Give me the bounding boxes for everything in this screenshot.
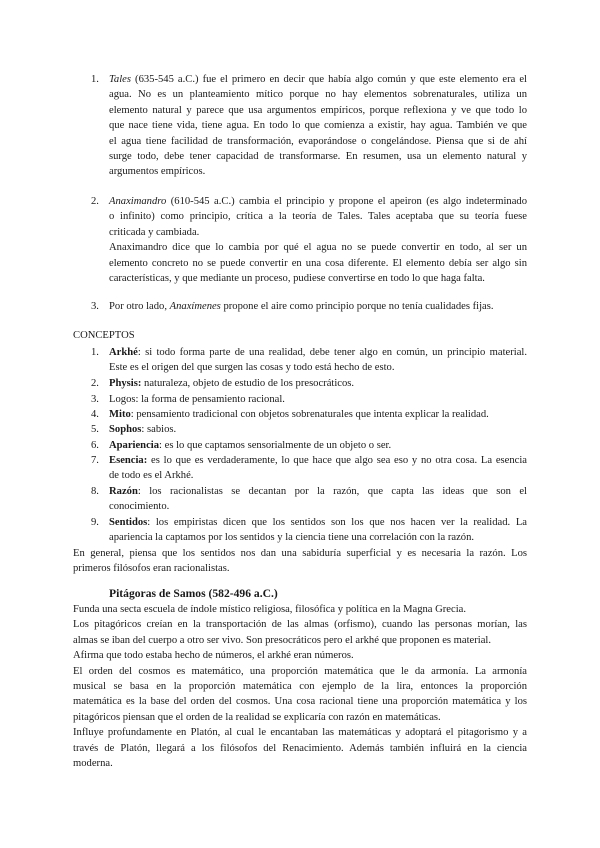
text-line: Funda una secta escuela de índole místico religiosa, filosófica y política en la Magna Grecia.: [73, 604, 467, 615]
general-paragraph: [73, 546, 527, 577]
concept-number: 9.: [91, 517, 99, 528]
text-line: pitagóricos piensan que el orden de la realidad se explicaría con razón en matemáticas.: [73, 711, 441, 723]
section-title-conceptos: CONCEPTOS: [73, 330, 135, 341]
concept-item-physis: [109, 376, 527, 391]
text-line: características, y que mediante un proceso, pudiese convertirse en todo lo que haga falta.: [109, 273, 485, 285]
text-line: naturaleza, objeto de estudio de los presocráticos.: [141, 378, 355, 389]
concept-number: 7.: [91, 455, 99, 466]
text-line: Anaximandro dice que lo cambia por qué el agua no se puede convertir en todo, al ser un: [109, 242, 527, 254]
list-item-anaximenes: [109, 299, 527, 314]
text-line: Logos: la forma de pensamiento racional.: [109, 394, 285, 405]
text-line: Este es el origen del que surgen las cosas y todo está hecho de esto.: [109, 362, 395, 374]
text-line: El orden del cosmos es matemático, una proporción matemática que le da armonía. La armonía: [73, 665, 527, 677]
philosopher-name: Anaximandro: [109, 196, 167, 207]
concept-number: 1.: [91, 347, 99, 358]
text-line: matemática es la base del orden del cosmos. Una cosa racional tiene una proporción matemática y los: [73, 696, 527, 708]
text-line: : pensamiento tradicional con objetos sobrenaturales que intenta explicar la realidad.: [130, 409, 489, 420]
pythagoras-section: [73, 602, 527, 771]
text-line: conocimiento.: [109, 501, 170, 513]
text-line: primeros filósofos eran racionalistas.: [73, 563, 230, 575]
concept-term: Esencia:: [109, 455, 148, 466]
concept-item-razon: [109, 484, 527, 515]
text-line: apariencia la captamos por los sentidos y la ciencia tiene una correlación con la razón.: [109, 532, 475, 544]
concept-number: 2.: [91, 378, 99, 389]
concept-item-logos: [109, 392, 527, 407]
text-line: surge todo, debe tener capacidad de transformarse. En resumen, usa un elemento natural y: [109, 151, 527, 163]
philosopher-name: Tales: [109, 74, 131, 85]
text-line: argumentos empíricos.: [109, 166, 206, 178]
text-line: través de Platón, llegará a los filósofos del Renacimiento. Además también influirá en la ciencia: [73, 742, 527, 754]
text-line: : los empiristas dicen que los sentidos son los que nos hacen ver la realidad. La: [147, 517, 527, 528]
text-line: musical se basa en la proporción matemática con ejemplo de la lira, entonces la proporción: [73, 681, 527, 693]
concept-item-mito: [109, 407, 527, 422]
concept-term: Sophos: [109, 424, 142, 435]
concept-item-apariencia: [109, 438, 527, 453]
concept-item-sophos: [109, 422, 527, 437]
text-line: : sabios.: [141, 424, 177, 435]
text-line: : los racionalistas se decantan por la razón, que capta las ideas que son el: [137, 486, 527, 497]
list-number: 3.: [91, 301, 99, 312]
text-line: (610-545 a.C.) cambia el principio y propone el apeiron (es algo indeterminado: [166, 196, 527, 207]
concept-term: Razón: [109, 486, 138, 497]
concept-number: 5.: [91, 424, 99, 435]
list-item-anaximandro: [109, 194, 527, 286]
text-line: que nace tiene vida, tiene agua. En todo lo que comienza a existir, hay agua. También ve que: [109, 120, 527, 132]
concept-term: Sentidos: [109, 517, 148, 528]
list-number: 1.: [91, 74, 99, 85]
concept-item-arkhe: [109, 345, 527, 376]
concept-item-esencia: [109, 453, 527, 484]
text-line: : es lo que captamos sensorialmente de un objeto o ser.: [159, 440, 392, 451]
concept-item-sentidos: [109, 515, 527, 546]
text-line: Los pitagóricos creían en la transportación de las almas (orfismo), cuando las personas morían, las: [73, 619, 527, 631]
concept-term: Physis:: [109, 378, 142, 389]
text-line: Afirma que todo estaba hecho de números, el arkhé eran números.: [73, 650, 354, 662]
text-span: Por otro lado,: [109, 301, 170, 312]
text-span: propone el aire como principio porque no tenía cualidades fijas.: [220, 301, 494, 312]
concept-term: Arkhé: [109, 347, 138, 358]
text-line: En general, piensa que los sentidos nos dan una sabiduría superficial y es necesaria la razón. Los: [73, 548, 527, 559]
text-line: el agua tiene facilidad de transformación, evaporándose o congelándose. Piensa que si de ahí: [109, 135, 527, 147]
text-line: o infinito) como principio, crítica a la teoría de Tales. Tales aceptaba que su teoría fuese: [109, 211, 527, 223]
text-line: almas se iban del cuerpo a otro ser vivo. Son presocráticos pero el arkhé que proponen es material.: [73, 634, 492, 646]
section-heading-pitagoras: Pitágoras de Samos (582-496 a.C.): [109, 587, 278, 600]
text-line: de todo es el Arkhé.: [109, 470, 194, 482]
text-line: elemento concreto no se puede convertir en una cosa diferente. El elemento debía ser algo sin: [109, 257, 527, 269]
text-line: elemento natural y parece que usa argumentos empíricos, porque reflexiona y ve que todo lo: [109, 104, 527, 116]
list-number: 2.: [91, 196, 99, 207]
concept-number: 6.: [91, 440, 99, 451]
text-line: moderna.: [73, 758, 113, 770]
text-line: criticada y cambiada.: [109, 226, 200, 238]
concept-term: Apariencia: [109, 440, 160, 451]
list-item-tales: [109, 72, 527, 180]
concept-term: Mito: [109, 409, 131, 420]
philosopher-name: Anaxímenes: [169, 301, 221, 312]
text-line: (635-545 a.C.) fue el primero en decir que había algo común y que este elemento era el: [130, 74, 527, 85]
text-line: : si todo forma parte de una realidad, debe tener algo en común, un principio material.: [137, 347, 527, 358]
concept-number: 8.: [91, 486, 99, 497]
text-line: agua. No es un planteamiento mítico porque no hay elementos sobrenaturales, utiliza un: [109, 89, 527, 101]
concept-number: 4.: [91, 409, 99, 420]
text-line: Influye profundamente en Platón, al cual le encantaban las matemáticas y adoptará el pitagorismo y a: [73, 727, 527, 739]
concept-number: 3.: [91, 394, 99, 405]
text-line: es lo que es verdaderamente, lo que hace que algo sea eso y no otra cosa. La esencia: [147, 455, 527, 466]
